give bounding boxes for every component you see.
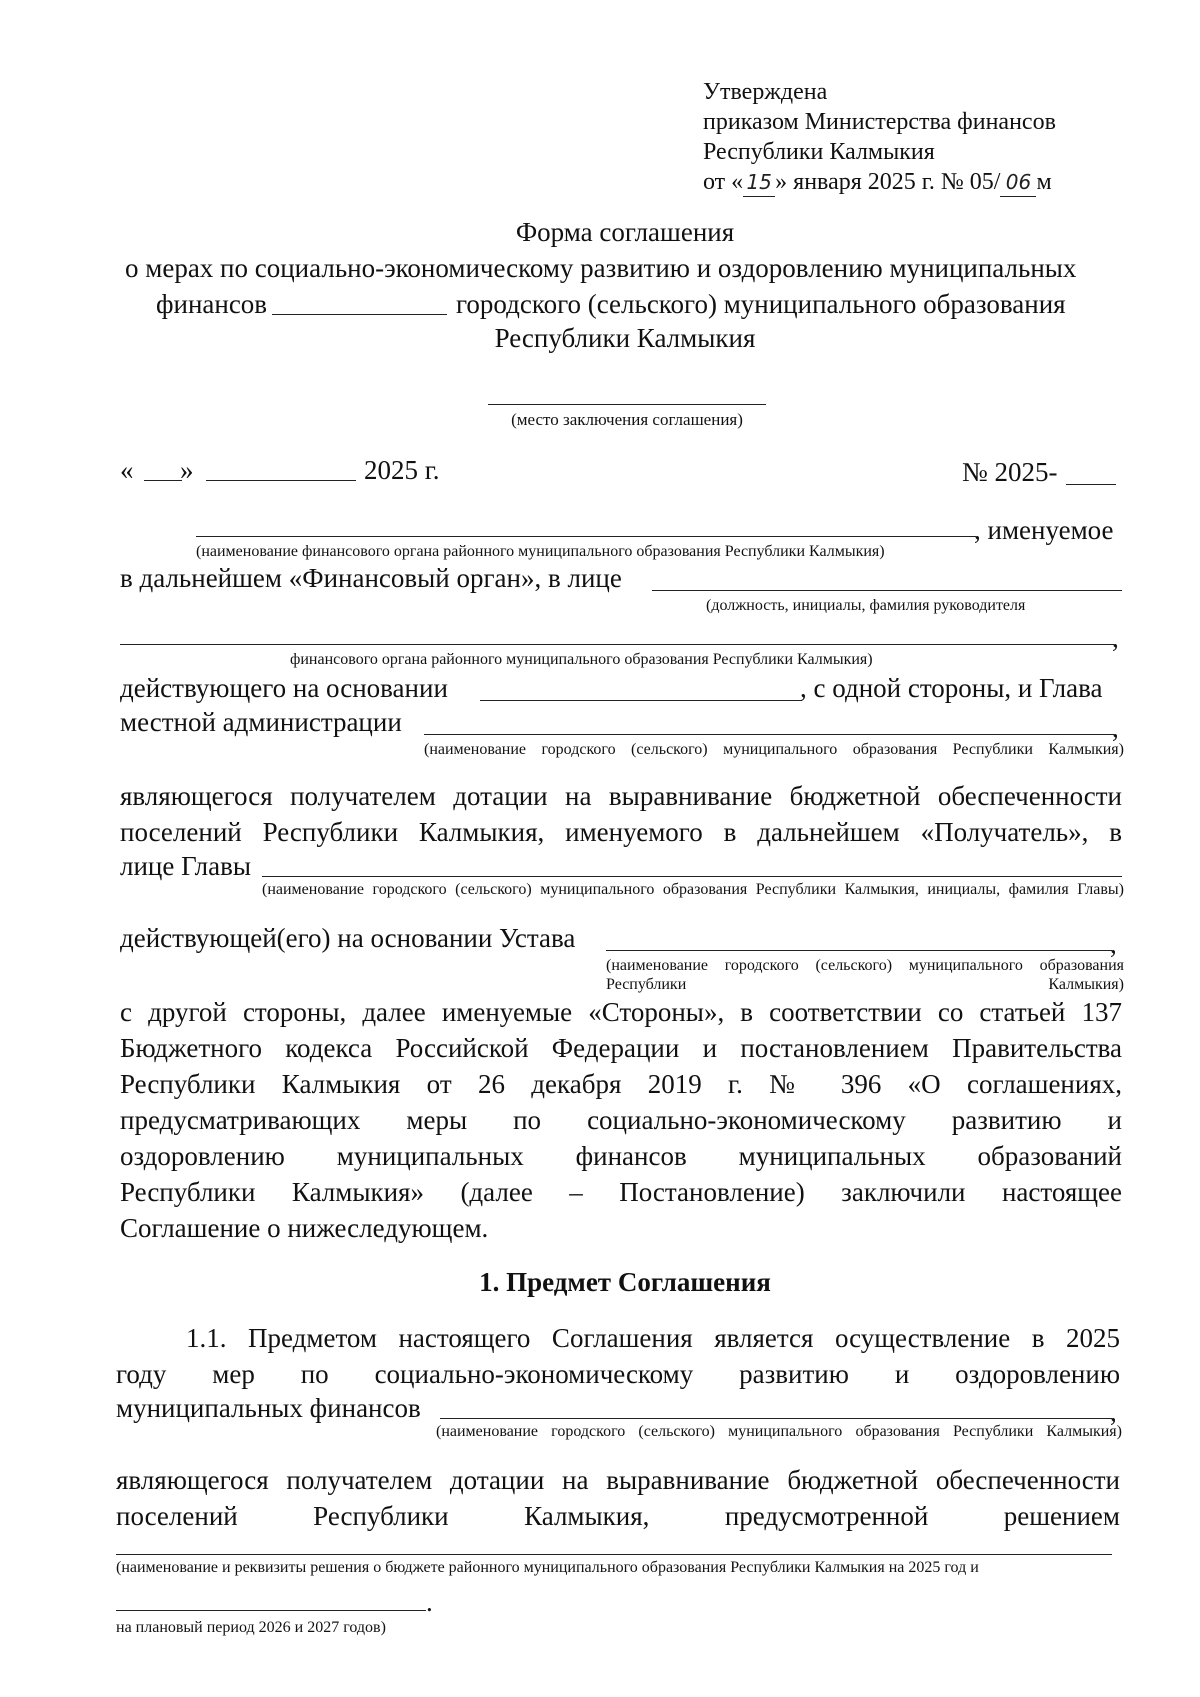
para-line-1: с другой стороны, далее именуемые «Стороны», в соответствии со статьей 137 bbox=[120, 997, 1122, 1027]
position-line bbox=[652, 590, 1122, 591]
recipient-line-2: поселений Республики Калмыкия, именуемого в дальнейшем «Получатель», в bbox=[120, 817, 1122, 847]
form-subtitle-line-2a: финансов bbox=[156, 289, 268, 319]
date-year: 2025 г. bbox=[364, 455, 440, 485]
agreement-number-line bbox=[1066, 484, 1116, 485]
comma-2: , bbox=[1112, 713, 1119, 743]
form-title: Форма соглашения bbox=[515, 217, 735, 247]
section-1-line-2: году мер по социально-экономическому развитию и оздоровлению bbox=[116, 1359, 1120, 1389]
para-line-4: предусматривающих меры по социально-экономическому развитию и bbox=[120, 1105, 1122, 1135]
section-1-line-1: 1.1. Предметом настоящего Соглашения является осуществление в 2025 bbox=[186, 1323, 1120, 1353]
budget-decision-line bbox=[116, 1554, 1112, 1555]
para-line-5: оздоровлению муниципальных финансов муниципальных образований bbox=[120, 1141, 1122, 1171]
fin-org-caption-2: финансового органа районного муниципального образования Республики Калмыкия) bbox=[290, 651, 873, 668]
comma-3: , bbox=[1110, 929, 1117, 959]
charter-text: действующей(его) на основании Устава bbox=[120, 923, 576, 953]
date-open-quote: « bbox=[120, 455, 134, 485]
position-caption: (должность, инициалы, фамилия руководителя bbox=[706, 597, 1026, 614]
agreement-number: № 2025- bbox=[962, 457, 1058, 487]
section-1-line-5: поселений Республики Калмыкия, предусмотренной решением bbox=[116, 1501, 1120, 1531]
comma-1: , bbox=[1112, 623, 1119, 653]
para-line-3: Республики Калмыкия от 26 декабря 2019 г. № 396 «О соглашениях, bbox=[120, 1069, 1122, 1099]
head-caption: (наименование городского (сельского) муниципального образования Республики Калмыкия, инициалы, фамилия Главы) bbox=[262, 881, 1124, 898]
fin-org-caption: (наименование финансового органа районного муниципального образования Республики Калмыкия) bbox=[196, 543, 885, 560]
budget-caption-2: на плановый период 2026 и 2027 годов) bbox=[116, 1619, 386, 1636]
basis-line bbox=[480, 700, 802, 701]
form-subtitle-line-2b: городского (сельского) муниципального образования bbox=[456, 289, 1066, 319]
head-person-text: лице Главы bbox=[120, 851, 252, 881]
budget-caption-1: (наименование и реквизиты решения о бюджете районного муниципального образования Республики Калмыкия на 2025 год и bbox=[116, 1559, 979, 1576]
section-1-line-4: являющегося получателем дотации на выравнивание бюджетной обеспеченности bbox=[116, 1465, 1120, 1495]
fin-org-line bbox=[196, 536, 976, 537]
approval-line-3: Республики Калмыкия bbox=[703, 139, 935, 165]
budget-decision-line-2 bbox=[116, 1610, 426, 1611]
named-text: , именуемое bbox=[974, 515, 1114, 545]
date-month-line bbox=[206, 480, 356, 481]
para-line-7: Соглашение о нижеследующем. bbox=[120, 1213, 489, 1243]
approval-line-2: приказом Министерства финансов bbox=[703, 109, 1056, 135]
acting-text: действующего на основании bbox=[120, 673, 448, 703]
municipality-caption: (наименование городского (сельского) муниципального образования Республики Калмыкия) bbox=[424, 741, 1124, 758]
para-line-6: Республики Калмыкия» (далее – Постановление) заключили настоящее bbox=[120, 1177, 1122, 1207]
date-close-quote: » bbox=[180, 455, 194, 485]
position-continued-line bbox=[120, 644, 1114, 645]
date-day-line bbox=[144, 480, 182, 481]
approval-day-handwritten: 15 bbox=[743, 168, 775, 197]
approval-number-suffix: м bbox=[1036, 169, 1052, 195]
local-admin-text: местной администрации bbox=[120, 707, 402, 737]
dot: . bbox=[426, 1587, 433, 1617]
section-1-line-3: муниципальных финансов bbox=[116, 1393, 421, 1423]
approval-line-1: Утверждена bbox=[703, 79, 828, 105]
head-line bbox=[262, 876, 1122, 877]
recipient-line-1: являющегося получателем дотации на выравнивание бюджетной обеспеченности bbox=[120, 781, 1122, 811]
place-caption: (место заключения соглашения) bbox=[511, 410, 743, 429]
approval-number-handwritten: 06 bbox=[1000, 168, 1036, 197]
approval-line-4 bbox=[703, 168, 1052, 197]
place-line bbox=[488, 404, 766, 405]
charter-line bbox=[606, 950, 1112, 951]
section-1-caption: (наименование городского (сельского) муниципального образования Республики Калмыкия) bbox=[436, 1423, 1122, 1440]
municipality-line bbox=[424, 734, 1114, 735]
section-1-heading: 1. Предмет Соглашения bbox=[479, 1267, 771, 1297]
approval-date-prefix: от « bbox=[703, 169, 744, 195]
form-subtitle-line-1: о мерах по социально-экономическому развитию и оздоровлению муниципальных bbox=[125, 253, 1077, 283]
in-person-text: в дальнейшем «Финансовый орган», в лице bbox=[120, 563, 622, 593]
title-blank-line bbox=[272, 314, 447, 315]
form-subtitle-line-3: Республики Калмыкия bbox=[494, 323, 756, 353]
section-1-municipality-line bbox=[440, 1418, 1112, 1419]
para-line-2: Бюджетного кодекса Российской Федерации и постановлением Правительства bbox=[120, 1033, 1122, 1063]
acting-text-b: , с одной стороны, и Глава bbox=[800, 673, 1103, 703]
charter-caption: (наименование городского (сельского) муниципального образования Республики Калмыкия) bbox=[606, 957, 1124, 993]
approval-date-middle: » января 2025 г. № 05/ bbox=[775, 169, 1001, 195]
comma-4: , bbox=[1110, 1397, 1117, 1427]
